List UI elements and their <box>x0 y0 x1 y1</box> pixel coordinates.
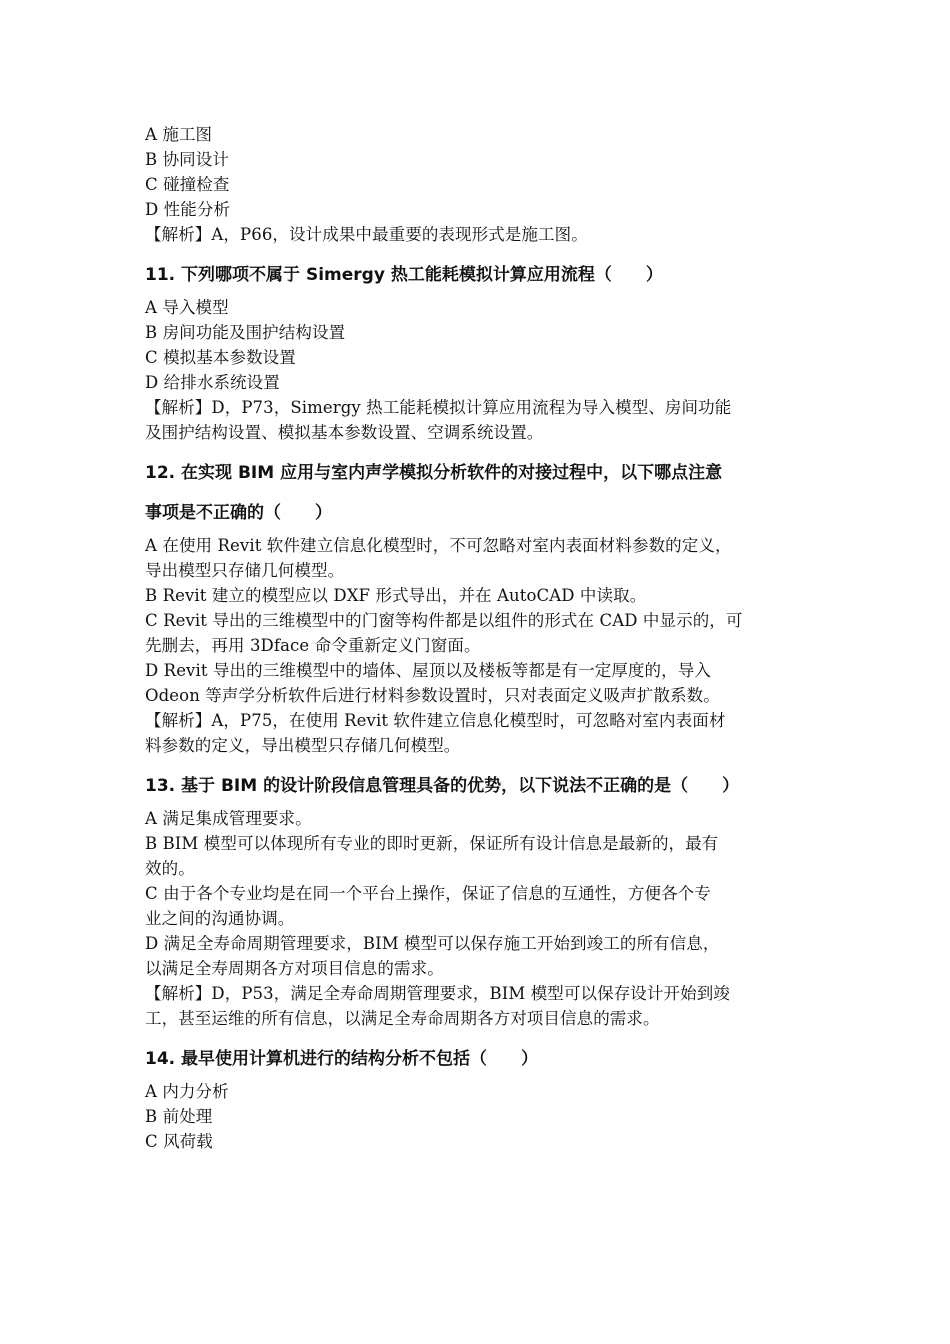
analysis-line: 工，甚至运维的所有信息，以满足全寿命周期各方对项目信息的需求。 <box>145 1009 660 1028</box>
analysis-line-2: 及围护结构设置、模拟基本参数设置、空调系统设置。 <box>145 423 544 442</box>
question-10-options <box>145 122 810 247</box>
question-12-title-line-2: 事项是不正确的（ ） <box>145 503 332 523</box>
analysis-line: 料参数的定义，导出模型只存储几何模型。 <box>145 736 461 755</box>
question-11-options <box>145 295 810 445</box>
option-b: B 房间功能及围护结构设置 <box>145 323 346 342</box>
option-b: B 协同设计 <box>145 150 229 169</box>
question-12-body <box>145 533 810 758</box>
option-c: C 风荷载 <box>145 1132 213 1151</box>
body-line: D Revit 导出的三维模型中的墙体、屋顶以及楼板等都是有一定厚度的，导入 <box>145 661 711 680</box>
analysis: 【解析】A，P66，设计成果中最重要的表现形式是施工图。 <box>145 225 588 244</box>
body-line: A 在使用 Revit 软件建立信息化模型时，不可忽略对室内表面材料参数的定义， <box>145 536 732 555</box>
option-a: A 施工图 <box>145 125 213 144</box>
option-a: A 内力分析 <box>145 1082 229 1101</box>
body-line: 效的。 <box>145 859 195 878</box>
question-11-title: 11. 下列哪项不属于 Simergy 热工能耗模拟计算应用流程（ ） <box>145 265 663 285</box>
body-line: B Revit 建立的模型应以 DXF 形式导出，并在 AutoCAD 中读取。 <box>145 586 647 605</box>
body-line: D 满足全寿命周期管理要求，BIM 模型可以保存施工开始到竣工的所有信息， <box>145 934 720 953</box>
option-d: D 性能分析 <box>145 200 231 219</box>
analysis-line: 【解析】A，P75，在使用 Revit 软件建立信息化模型时，可忽略对室内表面材 <box>145 711 726 730</box>
option-b: B 前处理 <box>145 1107 213 1126</box>
document-page <box>145 122 810 1154</box>
option-a: A 导入模型 <box>145 298 229 317</box>
option-c: C 碰撞检查 <box>145 175 230 194</box>
analysis-line-1: 【解析】D，P73，Simergy 热工能耗模拟计算应用流程为导入模型、房间功能 <box>145 398 732 417</box>
body-line: 以满足全寿周期各方对项目信息的需求。 <box>145 959 444 978</box>
question-12-title-line-1: 12. 在实现 BIM 应用与室内声学模拟分析软件的对接过程中，以下哪点注意 <box>145 463 723 483</box>
body-line: B BIM 模型可以体现所有专业的即时更新，保证所有设计信息是最新的，最有 <box>145 834 719 853</box>
body-line: A 满足集成管理要求。 <box>145 809 312 828</box>
body-line: C 由于各个专业均是在同一个平台上操作，保证了信息的互通性，方便各个专 <box>145 884 711 903</box>
analysis-line: 【解析】D，P53，满足全寿命周期管理要求，BIM 模型可以保存设计开始到竣 <box>145 984 730 1003</box>
body-line: 业之间的沟通协调。 <box>145 909 295 928</box>
question-14-options <box>145 1079 810 1154</box>
body-line: C Revit 导出的三维模型中的门窗等构件都是以组件的形式在 CAD 中显示的，可 <box>145 611 743 630</box>
body-line: Odeon 等声学分析软件后进行材料参数设置时，只对表面定义吸声扩散系数。 <box>145 686 720 705</box>
question-13-title: 13. 基于 BIM 的设计阶段信息管理具备的优势，以下说法不正确的是（ ） <box>145 776 740 796</box>
question-14-title: 14. 最早使用计算机进行的结构分析不包括（ ） <box>145 1049 539 1069</box>
question-13-body <box>145 806 810 1031</box>
body-line: 导出模型只存储几何模型。 <box>145 561 345 580</box>
option-c: C 模拟基本参数设置 <box>145 348 296 367</box>
body-line: 先删去，再用 3Dface 命令重新定义门窗面。 <box>145 636 481 655</box>
option-d: D 给排水系统设置 <box>145 373 280 392</box>
